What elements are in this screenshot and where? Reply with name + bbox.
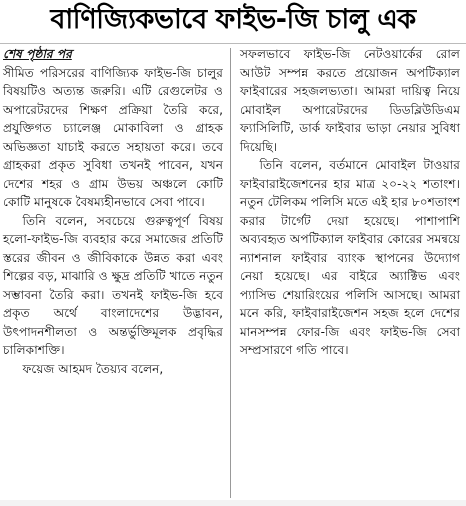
- right-column: [240, 45, 460, 360]
- left-paragraph-1: সীমিত পরিসরের বাণিজ্যিক ফাইভ-জি চালুর বিষয়টিও অত্যন্ত জরুরি। এটি রেগুলেটর ও অপারেটরদের শিক্ষণ প্রক্রিয়া তৈরি করে, প্রযুক্তিগত চ্যালেঞ্জ মোকাবিলা ও গ্রাহক অভিজ্ঞতা যাচাই করতে সহায়তা করে। তবে গ্রাহকরা প্রকৃত সুবিধা তখনই পাবেন, যখন দেশের শহর ও গ্রাম উভয় অঞ্চলে কোটি কোটি মানুষকে বৈষম্যহীনভাবে সেবা পাবে।: [3, 65, 223, 209]
- column-divider: [230, 48, 231, 498]
- continued-from-label: শেষ পৃষ্ঠার পর: [3, 47, 72, 61]
- bottom-edge: [0, 500, 466, 506]
- right-paragraph-2: তিনি বলেন, বর্তমানে মোবাইল টাওয়ার ফাইবারাইজেশনের হার মাত্র ২০-২২ শতাংশ। নতুন টেলিকম পলিসি মতে এই হার ৮০শতাংশ করার টার্গেট দেয়া হয়েছে। পাশাপাশি অব্যবহৃত অপটিক্যাল ফাইবার কোরের সমন্বয়ে ন্যাশনাল ফাইবার ব্যাংক স্থাপনের উদ্যোগ নেয়া হয়েছে। এর বাইরে অ্যাক্টিভ এবং প্যাসিভ শেয়ারিংয়ের পলিসি আসছে। আমরা মনে করি, ফাইবারাইজেশন সহজ হলে দেশের মানসম্পন্ন ফোর-জি এবং ফাইভ-জি সেবা সম্প্রসারণে গতি পাবে।: [240, 158, 461, 357]
- headline-rule: [0, 43, 466, 44]
- left-paragraph-3: ফয়েজ আহমদ তৈয়্যব বলেন,: [22, 361, 164, 376]
- headline: বাণিজ্যিকভাবে ফাইভ-জি চালু এক: [50, 4, 416, 35]
- left-column: [3, 45, 223, 378]
- right-paragraph-1: সফলভাবে ফাইভ-জি নেটওয়ার্কের রোল আউট সম্পন্ন করতে প্রয়োজন অপটিক্যাল ফাইবারের সহজলভ্যতা। আমরা দায়িত্ব নিয়ে মোবাইল অপারেটরদের ডিডব্লিউডিএম ফ্যাসিলিটি, ডার্ক ফাইবার ভাড়া নেয়ার সুবিধা দিয়েছি।: [240, 47, 460, 154]
- left-paragraph-2: তিনি বলেন, সবচেয়ে গুরুত্বপূর্ণ বিষয় হলো-ফাইভ-জি ব্যবহার করে সমাজের প্রতিটি স্তরের জীবন ও জীবিকাকে উন্নত করা এবং শিল্পের বড়, মাঝারি ও ক্ষুদ্র প্রতিটি খাতে নতুন সম্ভাবনা তৈরি করা। তখনই ফাইভ-জি হবে প্রকৃত অর্থে বাংলাদেশের উদ্ভাবন, উৎপাদনশীলতা ও অন্তর্ভুক্তিমূলক প্রবৃদ্ধির চালিকাশক্তি।: [3, 213, 223, 357]
